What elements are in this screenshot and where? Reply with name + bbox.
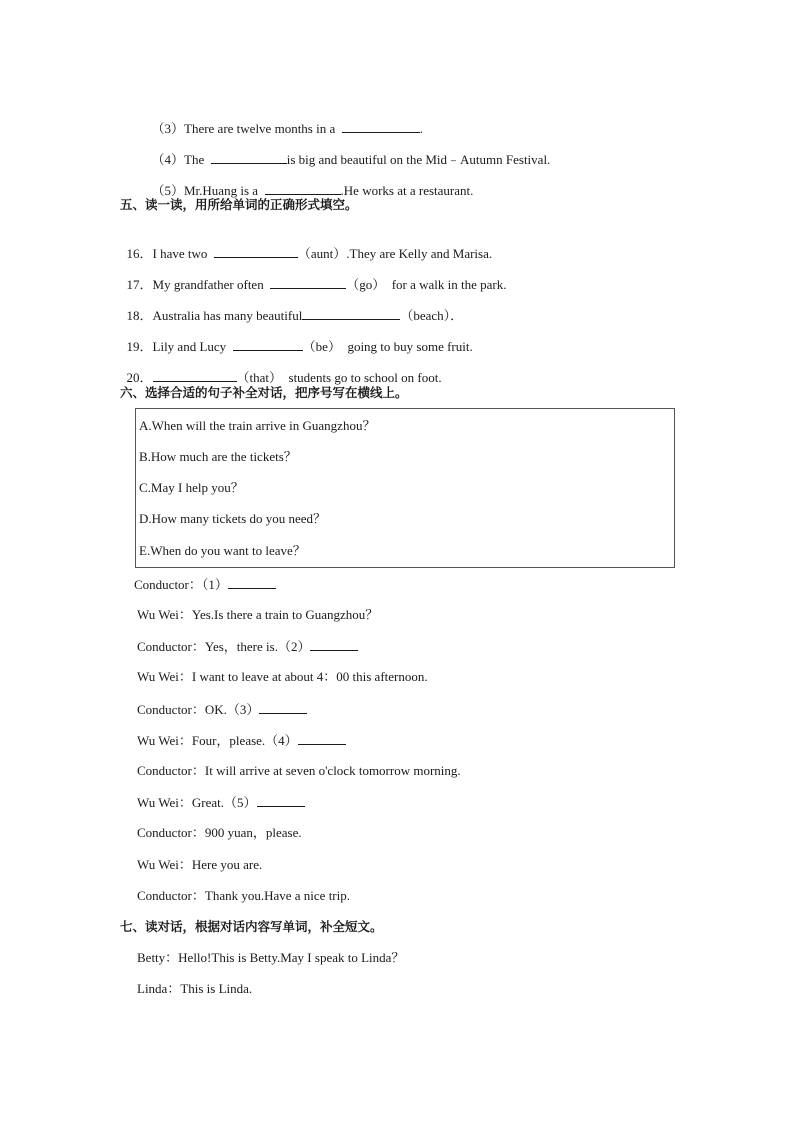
option-b: B.How much are the tickets？ (139, 449, 297, 464)
answer-blank[interactable] (302, 307, 400, 320)
question-18 (120, 291, 463, 324)
question-number: 16． (126, 246, 153, 261)
option-c: C.May I help you？ (139, 480, 244, 495)
section-6-heading: 六、选择合适的句子补全对话，把序号写在横线上。 (120, 385, 408, 400)
dialogue-line-6 (137, 732, 346, 749)
answer-blank[interactable] (342, 120, 420, 133)
dialogue-line-8 (137, 794, 305, 811)
question-text: Lily and Lucy (152, 339, 227, 354)
dialogue-line-2: Wu Wei：Yes.Is there a train to Guangzhou？ (137, 607, 379, 622)
dialogue-linda: Linda：This is Linda. (137, 981, 253, 996)
question-20 (120, 353, 442, 386)
dialogue-line-9: Conductor：900 yuan，please. (137, 825, 302, 840)
dialogue-line-11: Conductor：Thank you.Have a nice trip. (137, 888, 350, 903)
dialogue-line-5 (137, 701, 307, 718)
answer-blank[interactable] (153, 369, 237, 382)
answer-blank[interactable] (211, 151, 287, 164)
answer-blank[interactable] (270, 276, 346, 289)
question-5-end: .He works at a restaurant. (340, 183, 474, 198)
question-19 (120, 322, 473, 355)
question-5-text: （5）Mr.Huang is a (151, 183, 259, 198)
dialogue-text: Conductor：Yes，there is.（2） (137, 639, 311, 654)
question-3 (145, 104, 423, 137)
answer-blank[interactable] (310, 638, 358, 651)
question-number: 17． (126, 277, 153, 292)
option-a: A.When will the train arrive in Guangzhou？ (139, 418, 376, 433)
answer-blank[interactable] (233, 338, 303, 351)
question-number: 19． (126, 339, 153, 354)
question-4 (145, 135, 550, 168)
answer-blank[interactable] (265, 182, 341, 195)
dialogue-line-4: Wu Wei：I want to leave at about 4：00 this afternoon. (137, 669, 428, 684)
question-3-text: （3）There are twelve months in a (151, 121, 336, 136)
answer-blank[interactable] (228, 576, 276, 589)
dialogue-text: Conductor：（1） (134, 577, 228, 592)
question-4-end: is big and beautiful on the Mid﹣Autumn Festival. (286, 152, 551, 167)
dialogue-text: Wu Wei：Four，please.（4） (137, 733, 298, 748)
question-end: （be） going to buy some fruit. (302, 339, 473, 354)
option-d: D.How many tickets do you need？ (139, 511, 327, 526)
question-end: （aunt）.They are Kelly and Marisa. (297, 246, 493, 261)
question-text: My grandfather often (152, 277, 264, 292)
dialogue-line-10: Wu Wei：Here you are. (137, 857, 263, 872)
answer-blank[interactable] (214, 245, 298, 258)
question-end: （beach）． (400, 308, 464, 323)
dialogue-line-3 (137, 638, 358, 655)
dialogue-betty: Betty：Hello!This is Betty.May I speak to Linda？ (137, 950, 405, 965)
question-4-text: （4）The (151, 152, 205, 167)
dialogue-text: Conductor：OK.（3） (137, 702, 260, 717)
question-number: 20． (126, 370, 153, 385)
option-e: E.When do you want to leave？ (139, 543, 306, 558)
dialogue-line-1 (134, 576, 276, 593)
answer-blank[interactable] (259, 701, 307, 714)
dialogue-line-7: Conductor：It will arrive at seven o'clock tomorrow morning. (137, 763, 461, 778)
dialogue-text: Wu Wei：Great.（5） (137, 795, 257, 810)
question-text: I have two (152, 246, 208, 261)
section-7-heading: 七、读对话，根据对话内容写单词，补全短文。 (120, 919, 383, 934)
question-end: （go） for a walk in the park. (346, 277, 507, 292)
answer-blank[interactable] (298, 732, 346, 745)
question-number: 18． (126, 308, 153, 323)
question-3-end: . (419, 121, 423, 136)
question-16 (120, 229, 492, 262)
question-text: Australia has many beautiful (152, 308, 303, 323)
question-17 (120, 260, 507, 293)
question-5 (145, 166, 473, 199)
section-5-heading: 五、读一读，用所给单词的正确形式填空。 (120, 197, 358, 212)
question-end: （that） students go to school on foot. (236, 370, 442, 385)
answer-blank[interactable] (257, 794, 305, 807)
